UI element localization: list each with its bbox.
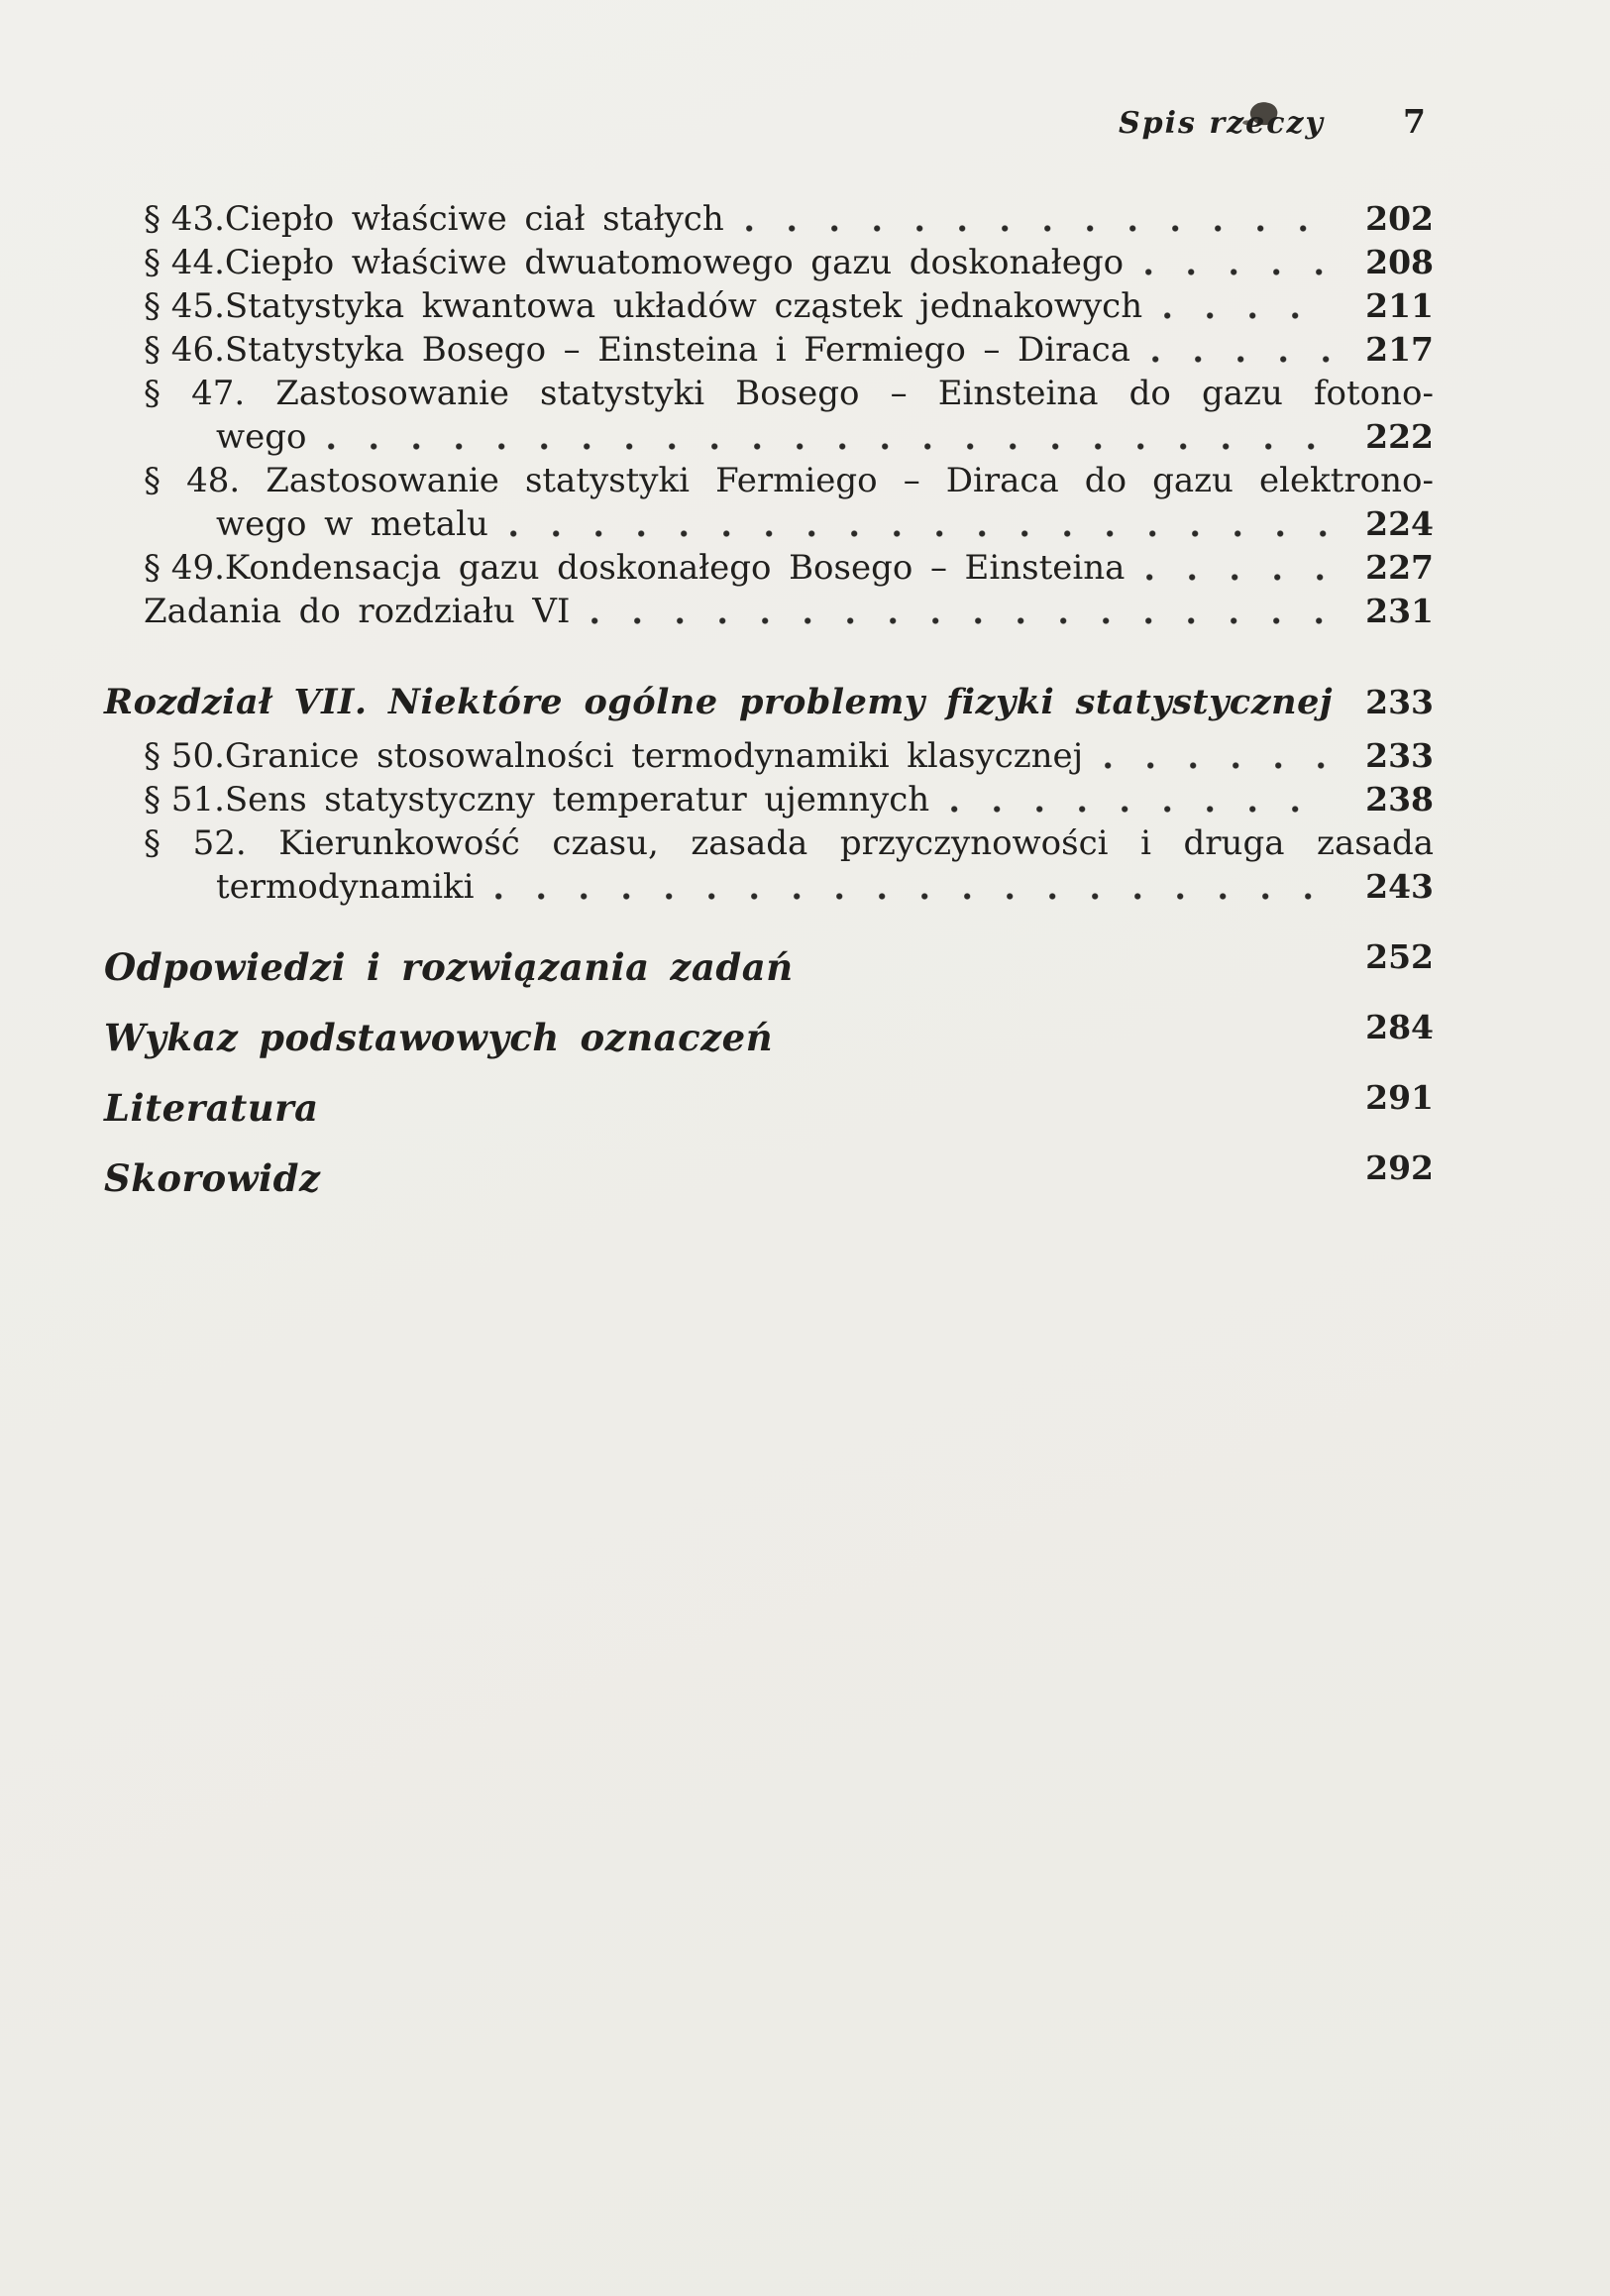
chapter-page: 233 (1365, 683, 1434, 721)
entry-title: Statystyka Bosego – Einsteina i Fermiego – Diraca (224, 330, 1130, 370)
toc-part-1 (104, 197, 1434, 633)
entry-page: 252 (1365, 937, 1434, 976)
entry-page: 227 (1365, 548, 1434, 587)
entry-title: Kierunkowość czasu, zasada przyczynowości i druga zasada (278, 823, 1434, 863)
dot-leader (951, 806, 1335, 813)
entry-title-line-1 (104, 821, 1434, 865)
entry-page: 224 (1365, 504, 1434, 543)
entry-page: 222 (1365, 417, 1434, 456)
dot-leader (510, 530, 1335, 537)
entry-title: Kondensacja gazu doskonałego Bosego – Einsteina (224, 548, 1126, 588)
entry-page: 284 (1365, 1008, 1434, 1046)
dot-leader (1146, 574, 1335, 581)
toc-entry-50 (104, 734, 1434, 778)
dot-leader (1105, 762, 1335, 769)
dot-leader (746, 225, 1335, 232)
dot-leader (328, 443, 1335, 450)
entry-title: Ciepło właściwe dwuatomowego gazu doskonałego (224, 243, 1125, 282)
toc-entry-48 (104, 459, 1434, 546)
entry-title: Granice stosowalności termodynamiki klasycznej (224, 736, 1084, 776)
entry-page: 231 (1365, 592, 1434, 630)
entry-page: 202 (1365, 199, 1434, 238)
entry-page: 238 (1365, 780, 1434, 819)
entry-title: Zastosowanie statystyki Fermiego – Diraca do gazu elektrono- (266, 461, 1434, 500)
dot-leader (591, 617, 1335, 624)
chapter-heading-vii (104, 677, 1434, 728)
entry-page: 243 (1365, 867, 1434, 906)
backmatter-entry-skorowidz (104, 1148, 1434, 1205)
section-number: § 50. (144, 736, 225, 776)
section-number: § 48. (144, 461, 241, 500)
entry-title: Zadania do rozdziału VI (144, 592, 571, 631)
running-header (104, 0, 1434, 141)
dot-leader (1145, 269, 1335, 275)
entry-page: 217 (1365, 330, 1434, 369)
backmatter-entry-wykaz (104, 1008, 1434, 1064)
entry-title: Skorowidz (104, 1156, 321, 1200)
section-number: § 51. (144, 780, 225, 820)
section-number: § 46. (144, 330, 225, 370)
entry-title: Wykaz podstawowych oznaczeń (104, 1016, 774, 1059)
section-number: § 47. (144, 374, 246, 413)
toc-part-2 (104, 734, 1434, 909)
toc-entry-46 (104, 328, 1434, 372)
dot-leader (1152, 356, 1335, 363)
section-number: § 43. (144, 199, 225, 239)
toc-entry-43 (104, 197, 1434, 241)
chapter-title: Rozdział VII. Niektóre ogólne problemy fizyki statystycznej (104, 682, 1333, 722)
entry-title: Ciepło właściwe ciał stałych (224, 199, 724, 239)
entry-title: Sens statystyczny temperatur ujemnych (224, 780, 930, 820)
entry-title-line-1 (104, 459, 1434, 502)
entry-title: Literatura (104, 1086, 319, 1130)
section-number: § 45. (144, 286, 225, 326)
page-number: 7 (1403, 102, 1426, 141)
toc-entry-zadania-vi (104, 590, 1434, 633)
toc-entry-45 (104, 284, 1434, 328)
entry-title: Zastosowanie statystyki Bosego – Einsteina do gazu fotono- (275, 374, 1434, 413)
backmatter-entry-literatura (104, 1078, 1434, 1135)
section-number: § 49. (144, 548, 225, 588)
entry-page: 292 (1365, 1148, 1434, 1187)
dot-leader (1164, 312, 1335, 319)
entry-page: 291 (1365, 1078, 1434, 1117)
entry-title: Odpowiedzi i rozwiązania zadań (104, 945, 794, 989)
toc-entry-52 (104, 821, 1434, 909)
running-title: Spis rzeczy (1118, 106, 1325, 141)
toc-entry-51 (104, 778, 1434, 821)
dot-leader (495, 893, 1335, 900)
entry-title-line-1 (104, 372, 1434, 415)
entry-page: 208 (1365, 243, 1434, 281)
entry-title-line-2: wego w metalu 224 (216, 504, 1434, 544)
toc-entry-44 (104, 241, 1434, 284)
toc-entry-47 (104, 372, 1434, 459)
backmatter-entry-odpowiedzi (104, 937, 1434, 994)
entry-page: 211 (1365, 286, 1434, 325)
entry-title: Statystyka kwantowa układów cząstek jednakowych (224, 286, 1143, 326)
section-number: § 52. (144, 823, 247, 863)
entry-page: 233 (1365, 736, 1434, 775)
entry-title-line-2: wego 222 (216, 417, 1434, 457)
entry-title-line-2: termodynamiki 243 (216, 867, 1434, 907)
page-content (104, 0, 1434, 1205)
backmatter-list (104, 937, 1434, 1205)
toc-entry-49 (104, 546, 1434, 590)
section-number: § 44. (144, 243, 225, 282)
